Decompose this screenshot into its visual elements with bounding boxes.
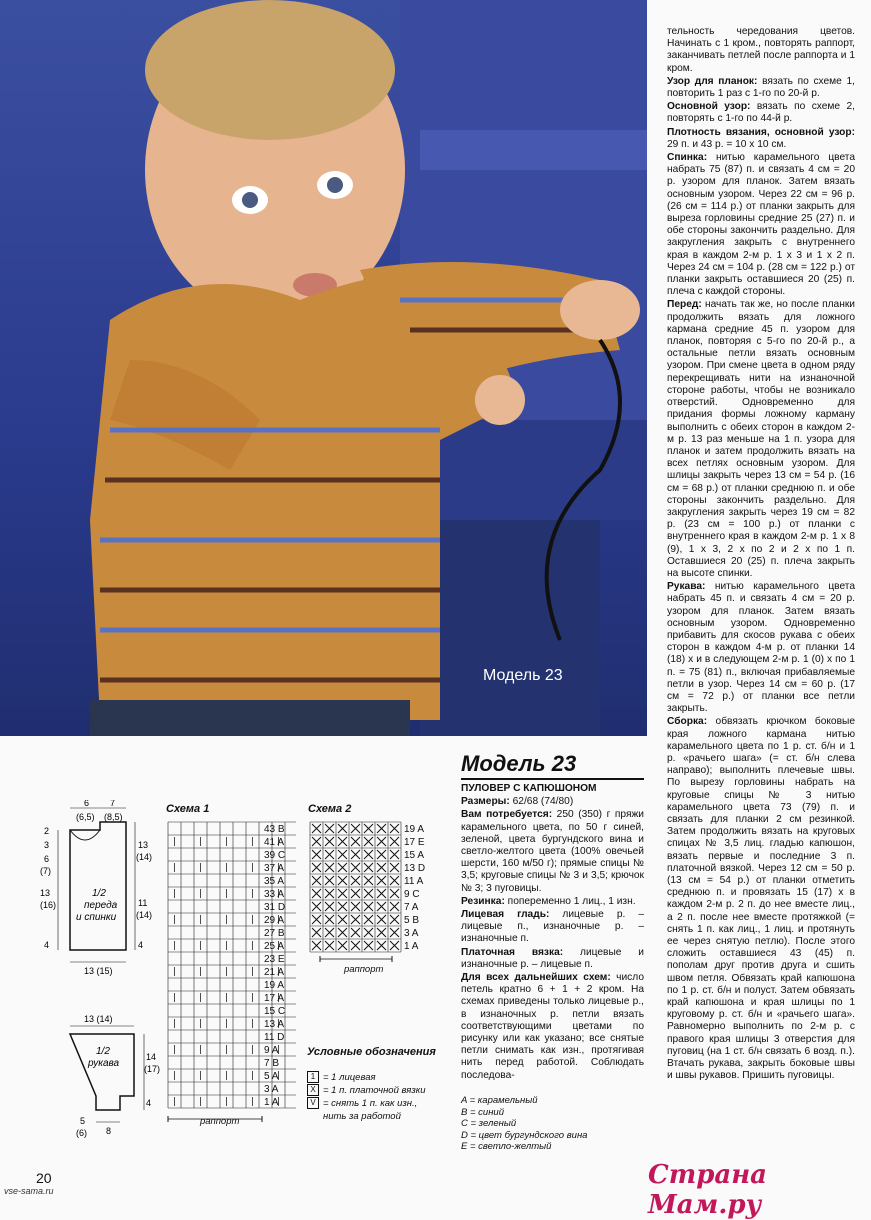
garter-stitch-mark [338,837,347,846]
grid-row-label: 19 A [264,980,285,991]
color-legend-item: C = зеленый [461,1118,517,1129]
sleeve-dim-top: 13 (14) [84,1014,113,1024]
garter-stitch-mark [338,941,347,950]
garter-stitch-mark [312,850,321,859]
gauge: Плотность вязания, основной узор: 29 п. и 43 р. = 10 х 10 см. [667,126,855,150]
color-legend-item: D = цвет бургундского вина [461,1129,588,1141]
dim-right-3: 4 [138,940,144,950]
sleeves-instructions: Рукава: нитью карамельного цвета набрать 45 п. и связать 4 см = 20 р. узором для планок. Затем вязать основным узором. Одновременно прибавить для скосов рукава с обеих сторон в каждом 4-м р. от планки 14 (18) х и в следующем 2-м р. 1 (0) х по 1 п. = 75 (81) п., включая прибавляемые петли в узор. Через 14 см = 60 р. (17 см = 72 р.) от планки все петли закрыть. [667,581,855,715]
garter-stitch-mark [325,941,334,950]
symbol-item: нить за работой [323,1111,401,1122]
all-schemes-note: Для всех дальнейших схем: число петель кратно 6 + 1 + 2 кром. На схемах приведены только лицевые р., в изнаночных р. петли вязать соответствующими цветами по рисунку или как указано; все снятые петли снимать как изн., протягивая нить перед работой. Соблюдать последова- [461,972,644,1081]
symbol-item: 1 = 1 лицевая [307,1071,426,1084]
sleeve-dim-bottom-a: 5 [80,1116,86,1126]
garter-stitch-mark [377,889,386,898]
garter-stitch-mark [351,850,360,859]
grid-row-label: 7 A [404,902,419,913]
slip-symbol-icon: V [307,1097,319,1109]
model-photo [0,0,647,736]
front-label-half: 1/2 [92,888,106,899]
garter-stitch: Платочная вязка: лицевые и изнаночные р. – лицевые п. [461,946,644,970]
garter-stitch-mark [377,928,386,937]
grid-row-label: 5 A [264,1071,279,1082]
garter-stitch-mark [351,863,360,872]
garter-stitch-mark [325,915,334,924]
garter-stitch-mark [364,902,373,911]
garter-stitch-mark [351,889,360,898]
grid-row-label: 11 D [264,1032,285,1043]
garter-stitch-mark [312,902,321,911]
dim-left-4: 13 [40,888,51,898]
grid-row-label: 27 B [264,928,285,939]
symbol-item: X = 1 п. платочной вязки [307,1084,426,1097]
sleeve-pattern [60,1010,160,1145]
sleeve-dim-right-2: 4 [146,1098,152,1108]
front-instructions: Перед: начать так же, но после планки продолжить вязать для ложного кармана средние 45 п. узором для планок, повторяя с 5-го по 20-й р., а остальные петли вязать основным узором. При смене цвета в одном ряду перекрещивать нити на изнаночной стороне работы, чтобы не возникало отверстий. Одновременно для придания формы ложному карману выполнить с обеих сторон в каждом 2-м р. 13 раз меньше на 1 п. узора для планок и затем продолжить вязать на всех петлях основным узором. Для шлицы закрыть через 13 см = 54 р. (16 см = 68 р.) от планки среднюю п. и обе стороны закончить раздельно. Для закругления закрыть через 19 см = 82 р. (23 см = 100 р.) от планки с внутреннего края в каждом 2-м р. 1 х 8 (9), 1 х 3, 2 х по 2 и 2 х по 1 п. Оставшиеся 20 (25) п. плеча закрыть на высоте спинки. [667,299,855,579]
garter-stitch-mark [338,928,347,937]
dim-left-1: 2 [44,826,50,836]
garter-stitch-mark [312,824,321,833]
garter-stitch-mark [390,876,399,885]
dim-right-1: 13 [138,840,149,850]
garter-stitch-mark [312,837,321,846]
dim-right-2b: (14) [136,910,153,920]
knit-symbol-icon: 1 [307,1071,319,1083]
garter-stitch-mark [338,863,347,872]
garter-stitch-mark [390,889,399,898]
grid-row-label: 15 A [404,850,425,861]
watermark-logo: Страна Мам.ру [648,1160,768,1220]
garter-stitch-mark [351,824,360,833]
garter-stitch-mark [364,928,373,937]
color-legend-item: B = синий [461,1106,504,1118]
garter-stitch-mark [364,876,373,885]
garter-stitch-mark [377,941,386,950]
garter-stitch-mark [364,915,373,924]
garter-stitch-mark [325,824,334,833]
photo-illustration [0,0,647,736]
schema1-chart [166,820,296,1135]
assembly-instructions: Сборка: обвязать крючком боковые края ложного кармана нитью карамельного цвета по 1 р. ст. б/н и 1 р. «рачьего шага» (= ст. б/н слева направо); выполнить плечевые швы. По вырезу горловины набрать на круговые спицы № 3 нитью карамельного цвета 73 (79) п. и связать для планки 2 см резинкой. Затем продолжить вязать на круговых спицах № 3,5 лиц. гладью капюшон, вязать первые и последние 3 п. платочной вязкой. Через 12 см = 50 р. (13 см = 54 р.) от планки отметить среднюю п. и провязать 15 (17) х в каждом 2-м р. 2 п. до нее вместе лиц., а 2 п. после нее вместе протяжкой (= снять 1 п. как лиц., 1 лиц. и протянуть ее через снятую петлю). После этого сложить оставшиеся 43 (45) п. пополам друг против друга и сшить швом петля. Обвязать край капюшона по 1 р. ст. б/н и полуст. Затем обвязать край капюшона и края шлицы по 1 круговому р. ст. б/н и «рачьего шага». Равномерно выполнить по 2-м р. с правого края шлицы 3 отверстия для пуговиц (на 1 ст. б/н связать 6 возд. п.). Втачать рукава, закрыть боковые швы и швы рукавов. Пришить пуговицы. [667,716,855,1082]
grid-row-label: 1 A [404,941,419,952]
garter-stitch-mark [312,863,321,872]
garter-stitch-mark [351,915,360,924]
grid-row-label: 17 A [264,993,285,1004]
model-name: ПУЛОВЕР С КАПЮШОНОМ [461,783,597,794]
garter-stitch-mark [312,889,321,898]
dim-left-3b: (7) [40,866,51,876]
garter-stitch-mark [364,889,373,898]
dim-top-a2: (6,5) [76,812,95,822]
garter-stitch-mark [377,915,386,924]
model-title: Модель 23 [461,751,577,776]
grid-row-label: 15 C [264,1006,286,1017]
garter-stitch-mark [312,876,321,885]
garter-stitch-mark [364,850,373,859]
garter-stitch-mark [351,941,360,950]
garter-stitch-mark [338,850,347,859]
garter-stitch-mark [351,928,360,937]
garter-stitch-mark [390,863,399,872]
garter-stitch-mark [325,876,334,885]
schema2-title: Схема 2 [308,803,352,815]
grid-row-label: 31 D [264,902,286,913]
front-label-name2: и спинки [76,912,117,923]
garter-stitch-mark [364,837,373,846]
garter-stitch-mark [338,915,347,924]
garter-stitch-mark [390,928,399,937]
dim-top-a: 6 [84,800,90,808]
main-pattern: Основной узор: вязать по схеме 2, повторять с 1-го по 44-й р. [667,101,855,125]
grid-row-label: 17 E [404,837,425,848]
sleeve-dim-right-1b: (17) [144,1064,160,1074]
grid-row-label: 29 A [264,915,285,926]
grid-row-label: 35 A [264,876,285,887]
garter-stitch-mark [338,902,347,911]
front-back-pattern [40,800,160,980]
garter-stitch-mark [325,837,334,846]
dim-top-b2: (8,5) [104,812,123,822]
garter-stitch-mark [325,850,334,859]
title-divider [461,778,644,780]
garter-stitch-mark [377,863,386,872]
grid-row-label: 5 B [404,915,420,926]
garter-stitch-mark [325,902,334,911]
garter-stitch-mark [377,837,386,846]
instructions-column [667,26,855,1083]
grid-row-label: 37 A [264,863,285,874]
schema2-chart [308,820,438,970]
garter-stitch-mark [390,850,399,859]
grid-row-label: 13 D [404,863,426,874]
grid-row-label: 41 A [264,837,285,848]
garter-stitch-mark [364,941,373,950]
grid-row-label: 7 B [264,1058,280,1069]
symbols-legend [307,1071,426,1123]
garter-stitch-mark [351,837,360,846]
grid-row-label: 9 A [264,1045,279,1056]
dim-left-5: 4 [44,940,50,950]
sizes: Размеры: 62/68 (74/80) [461,796,574,808]
page-number: 20 [36,1170,52,1186]
garter-stitch-mark [312,915,321,924]
grid-row-label: 3 A [404,928,419,939]
garter-stitch-mark [390,902,399,911]
garter-stitch-mark [390,837,399,846]
grid-row-label: 23 E [264,954,285,965]
garter-stitch-mark [377,850,386,859]
grid-row-label: 21 A [264,967,285,978]
garter-stitch-mark [351,902,360,911]
photo-model-label: Модель 23 [483,667,563,684]
schema2-raport: раппорт [344,964,384,975]
garter-stitch-mark [377,876,386,885]
symbols-title: Условные обозначения [307,1046,436,1058]
garter-stitch-mark [338,876,347,885]
grid-row-label: 3 A [264,1084,279,1095]
garter-stitch-mark [338,824,347,833]
front-label-name: переда [84,900,118,911]
dim-right-1b: (14) [136,852,153,862]
garter-stitch-mark [351,876,360,885]
garter-stitch-mark [364,824,373,833]
sleeve-dim-bottom-b: 8 [106,1126,112,1136]
grid-row-label: 33 A [264,889,285,900]
planks-pattern: Узор для планок: вязать по схеме 1, повторить 1 раз с 1-го по 20-й р. [667,75,855,100]
model-description [461,752,644,1083]
garter-stitch-mark [390,915,399,924]
sleeve-dim-right-1: 14 [146,1052,157,1062]
dim-right-2: 11 [138,898,148,908]
grid-row-label: 11 A [404,876,424,887]
schema1-title: Схема 1 [166,803,210,815]
garter-stitch-mark [390,941,399,950]
garter-stitch-mark [325,928,334,937]
color-legend-item: A = карамельный [461,1095,538,1106]
garter-stitch-mark [338,889,347,898]
garter-stitch-mark [312,941,321,950]
dim-bottom: 13 (15) [84,966,113,976]
symbol-item: V = снять 1 п. как изн., [307,1097,426,1110]
stockinette-stitch: Лицевая гладь: лицевые р. – лицевые п., изнаночные р. – изнаночные п. [461,909,644,945]
schema1-raport: раппорт [200,1116,240,1127]
sleeve-label-half: 1/2 [96,1046,110,1057]
color-legend [461,1095,641,1153]
materials: Вам потребуется: 250 (350) г пряжи карамельного цвета, по 50 г синей, зеленой, цвета бургундского вина и светло-желтого цвета (100% овечьей шерсти, 160 м/50 г); прямые спицы № 3,5; круговые спицы № 3 и 3,5; крючок № 3; 3 пуговицы. [461,809,644,894]
grid-row-label: 25 A [264,941,285,952]
dim-left-2: 3 [44,840,50,850]
garter-stitch-mark [377,824,386,833]
color-legend-item: E = светло-желтый [461,1141,552,1152]
grid-row-label: 19 A [404,824,425,835]
garter-stitch-mark [390,824,399,833]
garter-stitch-mark [325,863,334,872]
dim-left-3: 6 [44,854,50,864]
garter-stitch-mark [325,889,334,898]
garter-stitch-mark [312,928,321,937]
grid-row-label: 43 B [264,824,285,835]
back-instructions: Спинка: нитью карамельного цвета набрать 75 (87) п. и связать 4 см = 20 р. узором для планок. Затем вязать основным узором. Через 22 см = 96 р. (26 см = 114 р.) от планки закрыть для выреза горловины средние 25 (27) п. и обе стороны закончить раздельно. Для закругления закрыть с внутреннего края в каждом 2-м р. 1 х 3 и 1 х 2 п. Через 24 см = 104 р. (28 см = 122 р.) от планки закрыть оставшиеся 20 (25) п. плеча с каждой стороны. [667,152,855,298]
grid-row-label: 13 A [264,1019,285,1030]
garter-symbol-icon: X [307,1084,319,1096]
sleeve-dim-bottom-a2: (6) [76,1128,87,1138]
grid-row-label: 9 C [404,889,420,900]
intro-text: тельность чередования цветов. Начинать с 1 кром., повторять раппорт, заканчивать петлей после раппорта и 1 кром. [667,26,855,74]
sleeve-label-name: рукава [88,1058,120,1069]
grid-row-label: 1 A [264,1097,279,1108]
rib-stitch: Резинка: попеременно 1 лиц., 1 изн. [461,895,636,907]
garter-stitch-mark [364,863,373,872]
site-label: vse-sama.ru [4,1186,54,1196]
grid-row-label: 39 C [264,850,286,861]
dim-left-4b: (16) [40,900,57,910]
garter-stitch-mark [377,902,386,911]
dim-top-b: 7 [110,800,116,808]
